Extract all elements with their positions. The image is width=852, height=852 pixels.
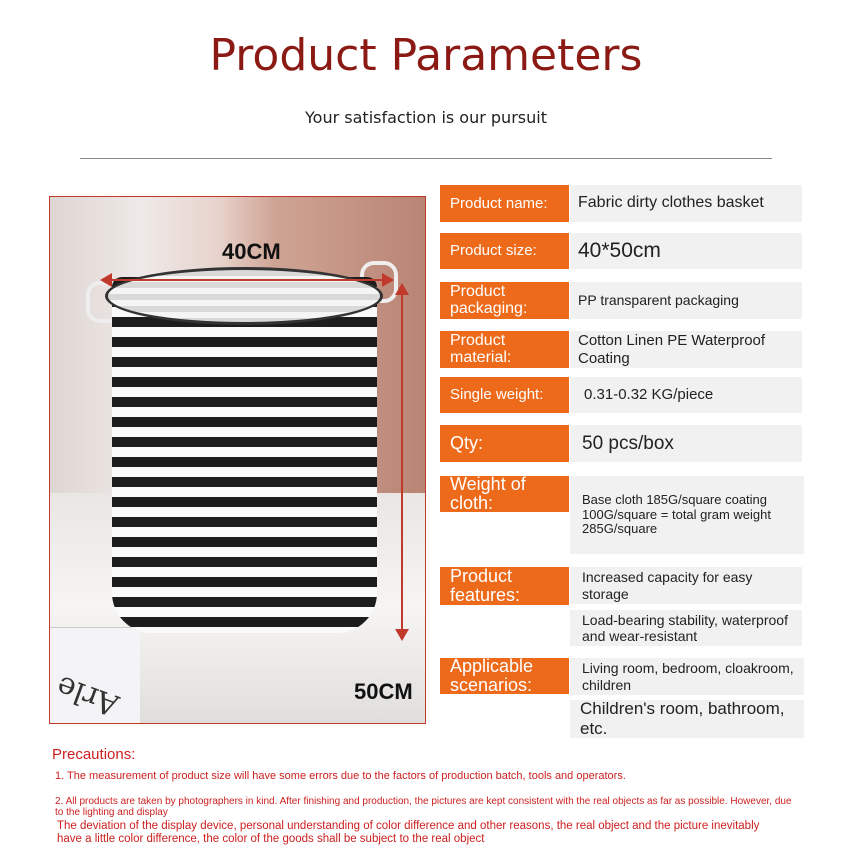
precaution-line-3: The deviation of the display device, personal understanding of color difference and other reasons, the real object and the picture inevitably have a little color difference, the color of the goods shall be subject to the real object: [57, 820, 760, 845]
divider: [80, 158, 772, 159]
basket-rim: [105, 267, 383, 325]
width-dimension-label: 40CM: [222, 239, 281, 264]
param-value-size: 40*50cm: [570, 233, 802, 269]
param-value-name: Fabric dirty clothes basket: [570, 185, 802, 222]
striped-basket: [112, 277, 377, 633]
page-title: Product Parameters: [209, 30, 643, 81]
height-arrow: [401, 285, 403, 639]
param-label-features: Product features:: [440, 567, 569, 605]
precaution-line-2: 2. All products are taken by photographers in kind. After finishing and production, the pictures are kept consistent with the real objects as far as possible. However, due to the lighting and display: [55, 796, 792, 818]
page-subtitle: Your satisfaction is our pursuit: [305, 108, 547, 127]
param-value-material: Cotton Linen PE Waterproof Coating: [570, 331, 802, 368]
param-value-qty: 50 pcs/box: [570, 425, 802, 462]
param-value-weight: 0.31-0.32 KG/piece: [570, 377, 802, 413]
param-label-qty: Qty:: [440, 425, 569, 462]
param-value-cloth-weight: Base cloth 185G/square coating 100G/square = total gram weight 285G/square: [570, 476, 804, 554]
width-arrow: [102, 279, 392, 281]
param-value-packaging: PP transparent packaging: [570, 282, 802, 319]
param-label-weight: Single weight:: [440, 377, 569, 413]
param-label-cloth-weight: Weight of cloth:: [440, 476, 569, 512]
param-label-material: Product material:: [440, 331, 569, 368]
param-label-scenarios: Applicable scenarios:: [440, 658, 569, 694]
param-value-features-2: Load-bearing stability, waterproof and wear-resistant: [570, 610, 802, 646]
param-value-scenarios-1: Living room, bedroom, cloakroom, children: [570, 658, 804, 695]
book-prop: [50, 627, 140, 723]
param-value-features-1: Increased capacity for easy storage: [570, 567, 802, 604]
param-label-name: Product name:: [440, 185, 569, 222]
precaution-line-1: 1. The measurement of product size will have some errors due to the factors of production batch, tools and operators.: [55, 770, 626, 782]
book-text: Arle: [51, 668, 124, 723]
param-value-scenarios-2: Children's room, bathroom, etc.: [570, 700, 804, 738]
precautions-title: Precautions:: [52, 746, 136, 763]
product-photo: [49, 196, 426, 724]
param-label-size: Product size:: [440, 233, 569, 269]
height-dimension-label: 50CM: [354, 679, 413, 704]
param-label-packaging: Product packaging:: [440, 282, 569, 319]
